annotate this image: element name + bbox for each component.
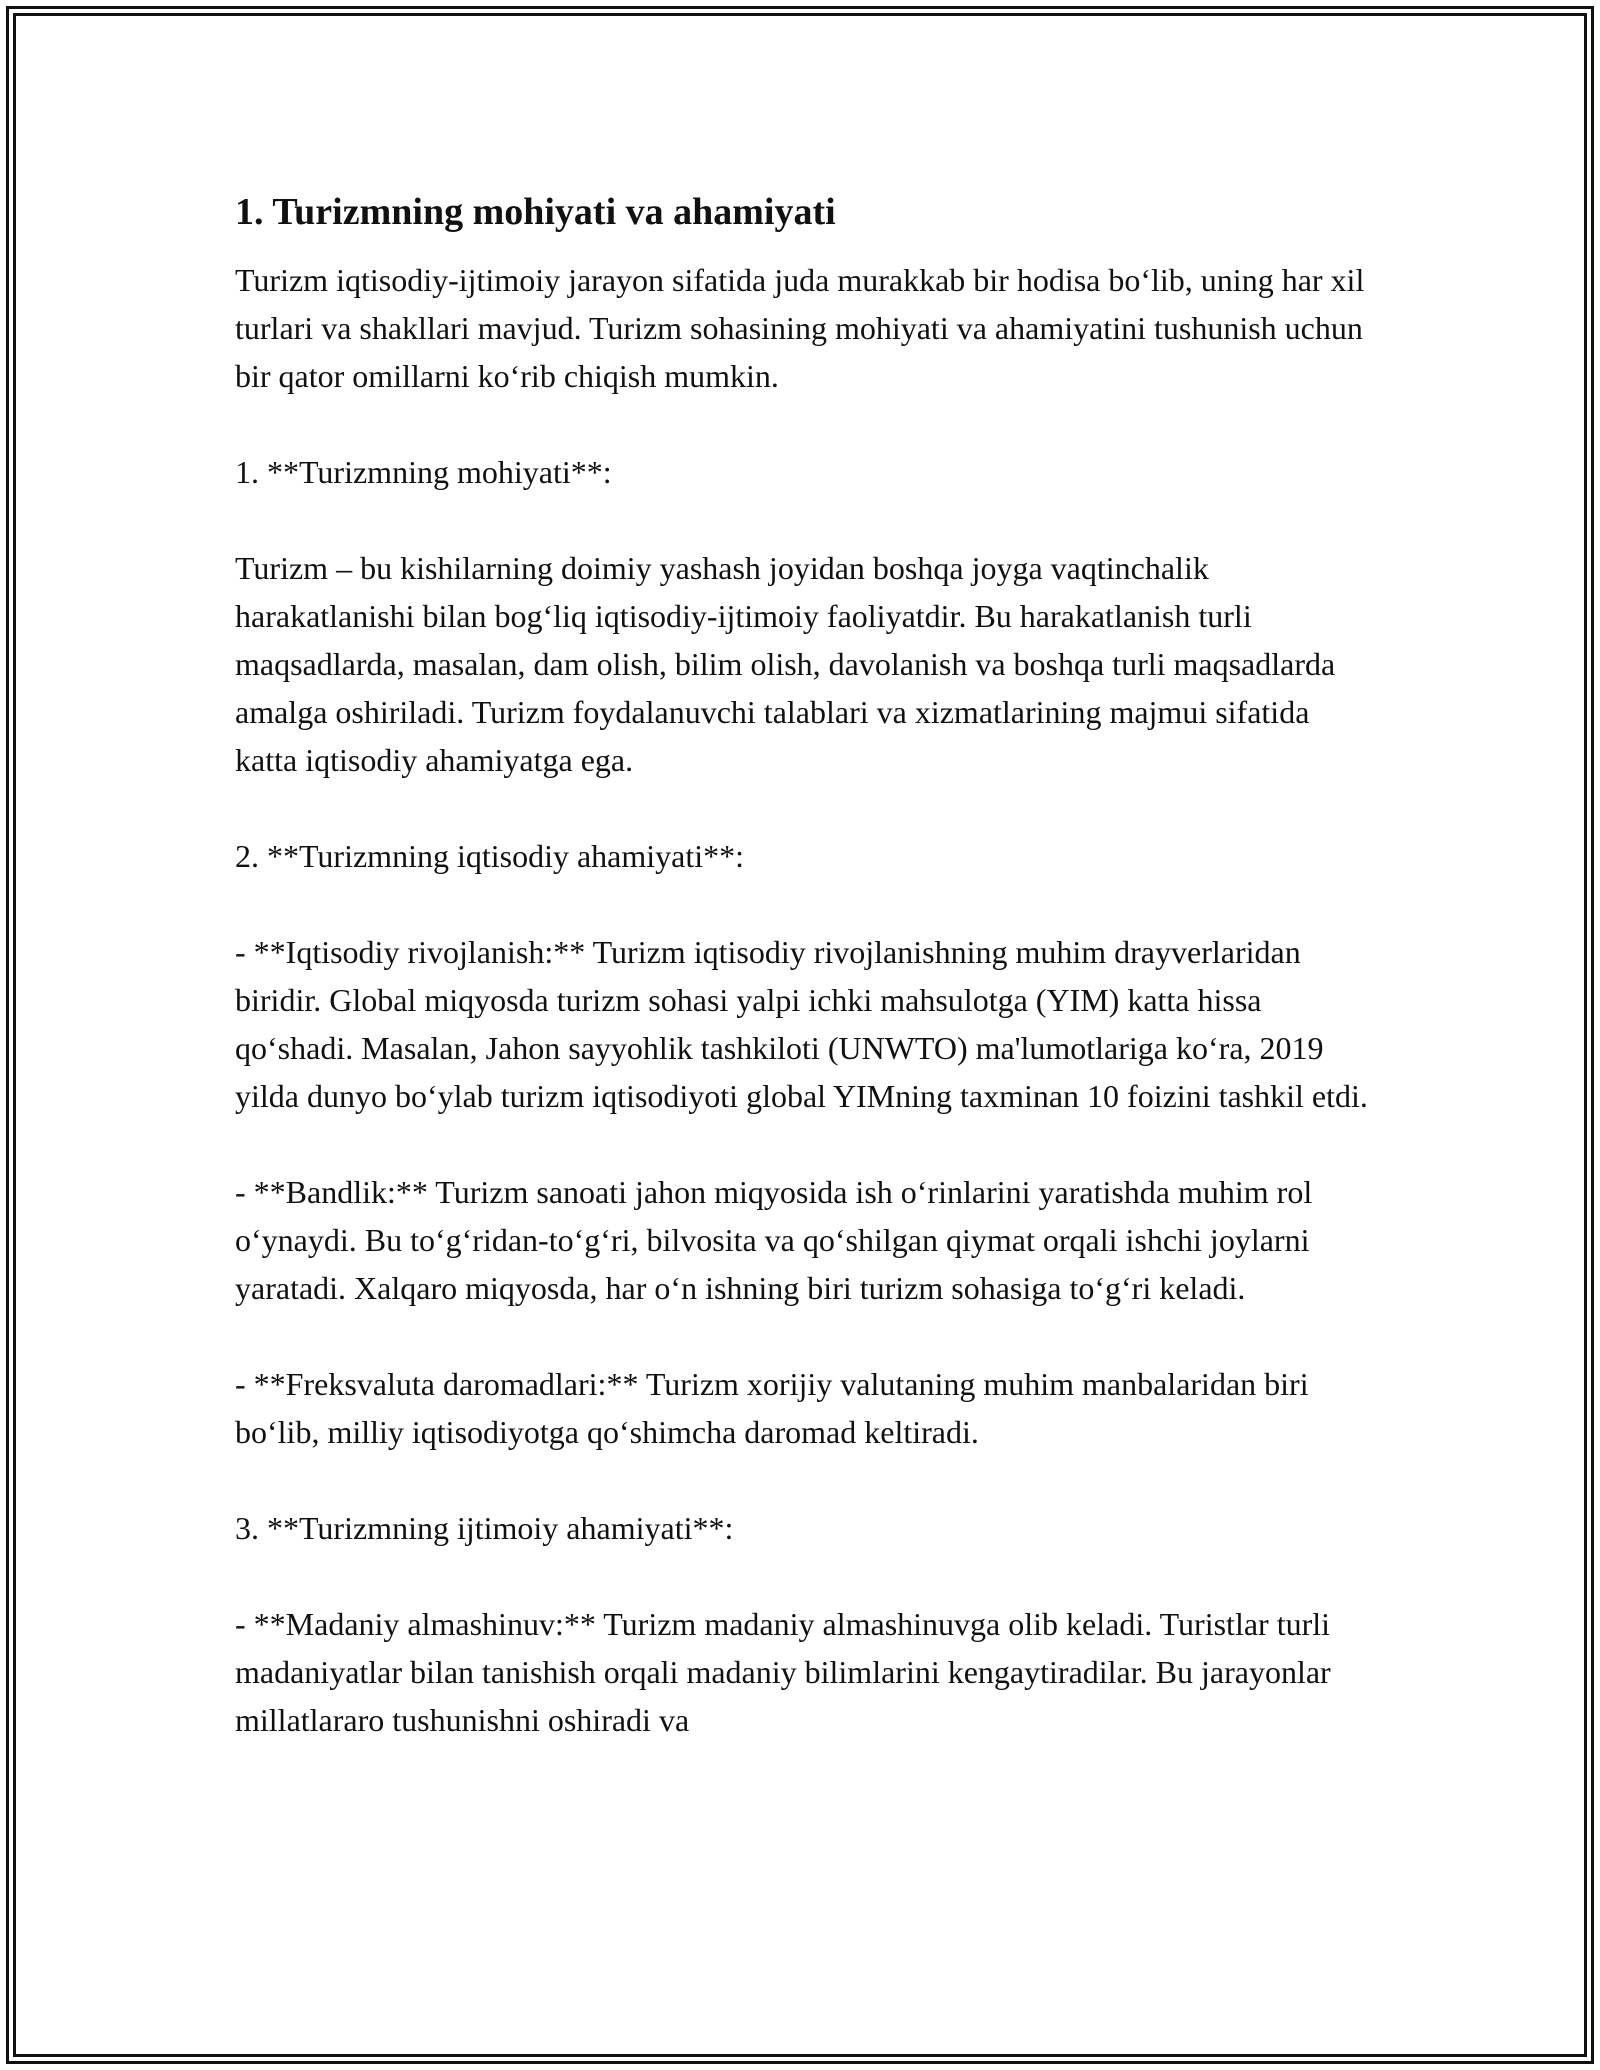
heading-mohiyati: 1. **Turizmning mohiyati**:: [235, 454, 612, 490]
document-title: 1. Turizmning mohiyati va ahamiyati: [235, 191, 836, 233]
paragraph-madaniy-almashinuv: - **Madaniy almashinuv:** Turizm madaniy almashinuvga olib keladi. Turistlar turli madaniyatlar bilan tanishish orqali madaniy bilimlarini kengaytiradilar. Bu jarayonlar millatlararo tushunishni oshiradi va: [235, 1606, 1331, 1738]
paragraph-bandlik: - **Bandlik:** Turizm sanoati jahon miqyosida ish o‘rinlarini yaratishda muhim rol o‘ynaydi. Bu to‘g‘ridan-to‘g‘ri, bilvosita va qo‘shilgan qiymat orqali ishchi joylarni yaratadi. Xalqaro miqyosda, har o‘n ishning biri turizm sohasiga to‘g‘ri keladi.: [235, 1174, 1313, 1306]
heading-iqtisodiy-ahamiyati: 2. **Turizmning iqtisodiy ahamiyati**:: [235, 838, 745, 874]
paragraph-valuta: - **Freksvaluta daromadlari:** Turizm xorijiy valutaning muhim manbalaridan biri bo‘lib, milliy iqtisodiyotga qo‘shimcha daromad keltiradi.: [235, 1366, 1309, 1450]
heading-ijtimoiy-ahamiyati: 3. **Turizmning ijtimoiy ahamiyati**:: [235, 1510, 734, 1546]
paragraph-intro: Turizm iqtisodiy-ijtimoiy jarayon sifatida juda murakkab bir hodisa bo‘lib, uning har xil turlari va shakllari mavjud. Turizm sohasining mohiyati va ahamiyatini tushunish uchun bir qator omillarni ko‘rib chiqish mumkin.: [235, 262, 1365, 394]
paragraph-definition: Turizm – bu kishilarning doimiy yashash joyidan boshqa joyga vaqtinchalik harakatlanishi bilan bog‘liq iqtisodiy-ijtimoiy faoliyatdir. Bu harakatlanish turli maqsadlarda, masalan, dam olish, bilim olish, davolanish va boshqa turli maqsadlarda amalga oshiriladi. Turizm foydalanuvchi talablari va xizmatlarining majmui sifatida katta iqtisodiy ahamiyatga ega.: [235, 550, 1336, 778]
document-body: [235, 188, 1375, 1792]
paragraph-iqtisodiy-rivojlanish: - **Iqtisodiy rivojlanish:** Turizm iqtisodiy rivojlanishning muhim drayverlaridan biridir. Global miqyosda turizm sohasi yalpi ichki mahsulotga (YIM) katta hissa qo‘shadi. Masalan, Jahon sayyohlik tashkiloti (UNWTO) ma'lumotlariga ko‘ra, 2019 yilda dunyo bo‘ylab turizm iqtisodiyoti global YIMning taxminan 10 foizini tashkil etdi.: [235, 934, 1368, 1114]
